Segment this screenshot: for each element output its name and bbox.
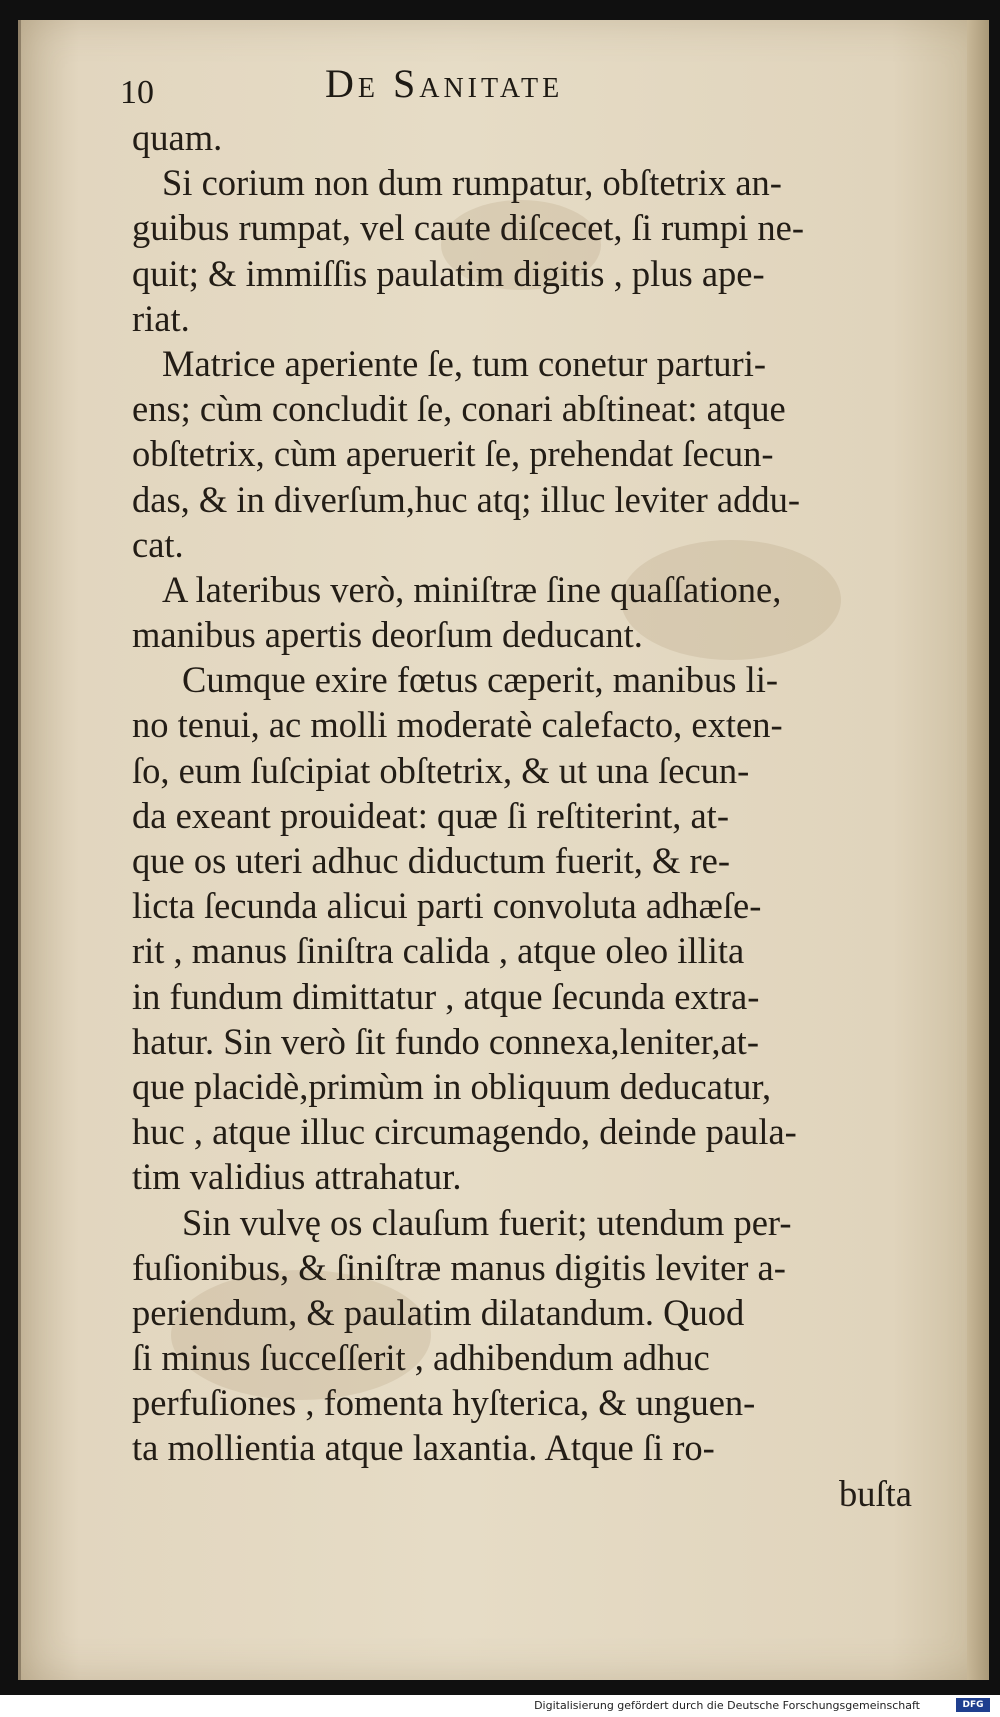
text-line: perfuſiones , fomenta hyſterica, & unguen- (132, 1382, 756, 1424)
dfg-logo: DFG (956, 1698, 990, 1712)
text-line: guibus rumpat, vel caute diſcecet, ſi rumpi ne- (132, 207, 804, 249)
text-line: rit , manus ſiniſtra calida , atque oleo illita (132, 930, 745, 972)
text-line: tim validius attrahatur. (132, 1156, 462, 1198)
text-line: da exeant prouideat: quæ ſi reſtiterint, at- (132, 794, 729, 836)
text-line: Si corium non dum rumpatur, obſtetrix an- (162, 162, 782, 204)
text-line: in fundum dimittatur , atque ſecunda extra- (132, 975, 760, 1017)
text-line: A lateribus verò, miniſtræ ſine quaſſatione, (162, 568, 782, 610)
text-line: Sin vulvę os clauſum fuerit; utendum per- (182, 1201, 792, 1243)
text-line: periendum, & paulatim dilatandum. Quod (132, 1291, 745, 1333)
text-line: quam. (132, 117, 223, 158)
text-line: huc , atque illuc circumagendo, deinde paula- (132, 1111, 797, 1153)
text-line: quit; & immiſſis paulatim digitis , plus ape- (132, 252, 765, 294)
text-line: ſi minus ſucceſſerit , adhibendum adhuc (132, 1337, 710, 1379)
text-line: no tenui, ac molli moderatè calefacto, exten- (132, 704, 783, 746)
text-line: Matrice aperiente ſe, tum conetur parturi- (162, 342, 766, 384)
text-line: fuſionibus, & ſiniſtræ manus digitis leviter a- (132, 1246, 786, 1288)
text-line: Cumque exire fœtus cæperit, manibus li- (182, 659, 779, 701)
page-number: 10 (120, 74, 154, 111)
text-line: ſo, eum ſuſcipiat obſtetrix, & ut una ſecun- (132, 749, 750, 791)
text-line: que placidè,primùm in obliquum deducatur, (132, 1065, 772, 1107)
text-line: ens; cùm concludit ſe, conari abſtineat: atque (132, 388, 786, 430)
digitization-credit: Digitalisierung gefördert durch die Deutsche Forschungsgemeinschaft (534, 1699, 920, 1712)
catchword: buſta (839, 1472, 912, 1514)
text-line: das, & in diverſum,huc atq; illuc leviter addu- (132, 478, 800, 520)
running-head: De Sanitate (325, 61, 564, 106)
text-line: obſtetrix, cùm aperuerit ſe, prehendat ſecun- (132, 433, 774, 475)
text-line: que os uteri adhuc diductum fuerit, & re- (132, 840, 731, 881)
page-header (120, 58, 880, 118)
body-text (132, 115, 912, 1516)
text-line: cat. (132, 523, 184, 565)
text-line: licta ſecunda alicui parti convoluta adhæſe- (132, 885, 762, 927)
text-line: riat. (132, 297, 190, 339)
text-line: ta mollientia atque laxantia. Atque ſi ro- (132, 1427, 715, 1469)
page-gutter (967, 20, 989, 1680)
text-line: manibus apertis deorſum deducant. (132, 614, 643, 656)
text-line: hatur. Sin verò ſit fundo connexa,leniter,at- (132, 1020, 759, 1062)
